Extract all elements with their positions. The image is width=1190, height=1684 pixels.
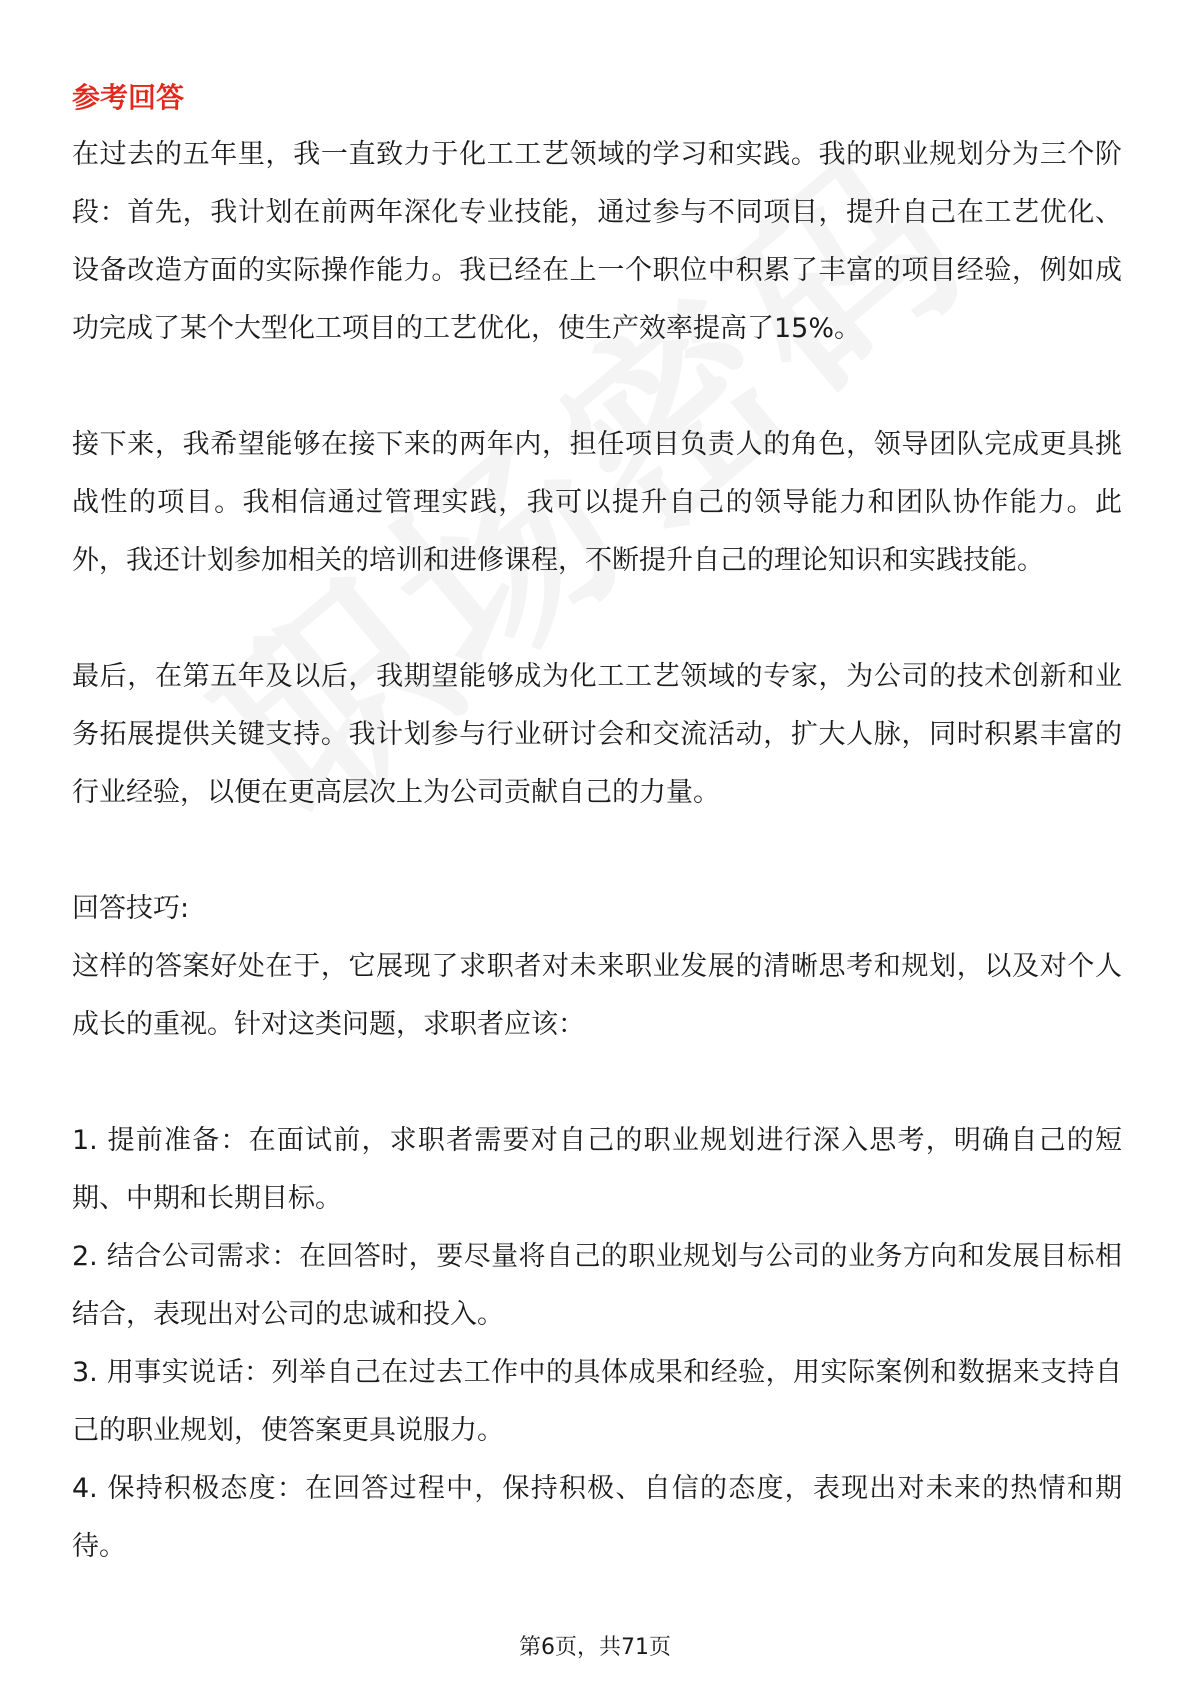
answer-paragraph-3: 最后，在第五年及以后，我期望能够成为化工工艺领域的专家，为公司的技术创新和业务拓展提供关键支持。我计划参与行业研讨会和交流活动，扩大人脉，同时积累丰富的行业经验，以便在更高层次上为公司贡献自己的力量。 bbox=[72, 661, 1122, 808]
spacer bbox=[72, 822, 1122, 880]
tip-item-1: 1. 提前准备：在面试前，求职者需要对自己的职业规划进行深入思考，明确自己的短期、中期和长期目标。 bbox=[72, 1125, 1122, 1214]
answer-paragraph-2: 接下来，我希望能够在接下来的两年内，担任项目负责人的角色，领导团队完成更具挑战性的项目。我相信通过管理实践，我可以提升自己的领导能力和团队协作能力。此外，我还计划参加相关的培训和进修课程，不断提升自己的理论知识和实践技能。 bbox=[72, 429, 1122, 576]
page-footer: 第6页，共71页 bbox=[519, 1635, 671, 1660]
answer-paragraph-1: 在过去的五年里，我一直致力于化工工艺领域的学习和实践。我的职业规划分为三个阶段：首先，我计划在前两年深化专业技能，通过参与不同项目，提升自己在工艺优化、设备改造方面的实际操作能力。我已经在上一个职位中积累了丰富的项目经验，例如成功完成了某个大型化工项目的工艺优化，使生产效率提高了15%。 bbox=[72, 139, 1122, 344]
spacer bbox=[72, 1054, 1122, 1112]
tip-item-4: 4. 保持积极态度：在回答过程中，保持积极、自信的态度，表现出对未来的热情和期待。 bbox=[72, 1473, 1122, 1562]
spacer bbox=[72, 590, 1122, 648]
answer-heading: 参考回答 bbox=[72, 81, 185, 114]
tip-item-3: 3. 用事实说话：列举自己在过去工作中的具体成果和经验，用实际案例和数据来支持自己的职业规划，使答案更具说服力。 bbox=[72, 1357, 1122, 1446]
tips-title: 回答技巧: bbox=[72, 893, 190, 924]
tips-intro: 这样的答案好处在于，它展现了求职者对未来职业发展的清晰思考和规划，以及对个人成长的重视。针对这类问题，求职者应该： bbox=[72, 951, 1122, 1040]
spacer bbox=[72, 358, 1122, 416]
page-content bbox=[72, 70, 1122, 1576]
tip-item-2: 2. 结合公司需求：在回答时，要尽量将自己的职业规划与公司的业务方向和发展目标相结合，表现出对公司的忠诚和投入。 bbox=[72, 1241, 1122, 1330]
